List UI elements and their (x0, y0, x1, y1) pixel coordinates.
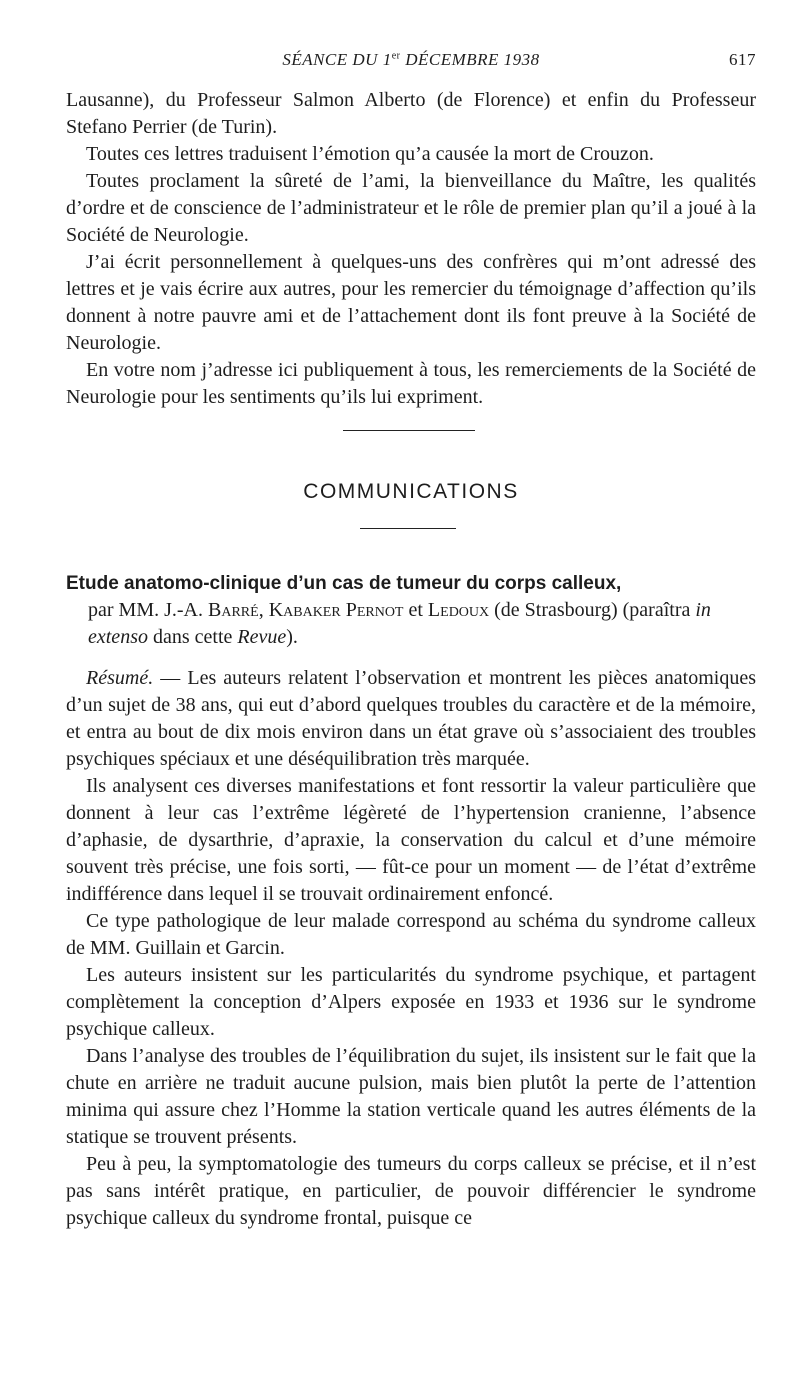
article (66, 570, 756, 1232)
article-paragraph-1: Ils analysent ces diverses manifestations et font ressortir la valeur particulière que donnent à leur cas l’extrême légèreté de l’hypertension cranienne, l’absence d’aphasie, de dysarthrie, d’apraxie, la conservation du calcul et d’une mémoire souvent très précise, une fois sorti, — fût-ce pour un moment — de l’état d’extrême indifférence dans lequel il se trouvait ordinairement enfoncé. (66, 775, 756, 905)
author-kabaker-pernot: Kabaker Pernot (268, 599, 404, 621)
article-paragraph-2: Ce type pathologique de leur malade correspond au schéma du syndrome calleux de MM. Guillain et Garcin. (66, 910, 756, 959)
running-head (66, 50, 756, 72)
article-title: Etude anatomo-clinique d’un cas de tumeur du corps calleux, (66, 573, 622, 594)
byline-sep: , (258, 599, 269, 621)
byline-sep: et (403, 599, 428, 621)
author-ledoux: Ledoux (427, 599, 490, 621)
author-barre: J.-A. Barré (164, 599, 259, 621)
intro-paragraph-5: En votre nom j’adresse ici publiquement à tous, les remerciements de la Société de Neurologie pour les sentiments qu’ils lui expriment. (66, 359, 756, 408)
section-divider-top (343, 430, 475, 431)
section-title: COMMUNICATIONS (303, 480, 519, 503)
resume-text: — Les auteurs relatent l’observation et montrent les pièces anatomiques d’un sujet de 38 ans, qui eut d’abord quelques troubles du caractère et de la mémoire, et entra au bout de dix mois environ dans un état grave où s’associaient des troubles psychiques spéciaux et une déséquilibration très marquée. (66, 667, 756, 770)
byline-journal: Revue (237, 626, 287, 648)
byline-end: ). (286, 626, 298, 648)
intro-paragraph-2: Toutes ces lettres traduisent l’émotion qu’a causée la mort de Crouzon. (86, 143, 654, 165)
intro-paragraph-4: J’ai écrit personnellement à quelques-uns des confrères qui m’ont adressé des lettres et je vais écrire aux autres, pour les remercier du témoignage d’affection qu’ils donnent à notre pauvre ami et de l’attachement dont ils font preuve à la Société de Neurologie. (66, 251, 756, 354)
byline-place: (de Strasbourg) (paraîtra (489, 599, 696, 621)
page-number: 617 (729, 50, 756, 69)
running-head-title-text: SÉANCE DU 1 (282, 50, 392, 69)
intro-paragraph-3: Toutes proclament la sûreté de l’ami, la bienveillance du Maître, les qualités d’ordre et de conscience de l’administrateur et le rôle de premier plan qu’il a joué à la Société de Neurologie. (66, 170, 756, 246)
intro-paragraph-1: Lausanne), du Professeur Salmon Alberto (de Florence) et enfin du Professeur Stefano Perrier (de Turin). (66, 89, 756, 138)
article-byline (66, 597, 756, 651)
section-divider-bottom (360, 528, 456, 529)
resume-label: Résumé. (86, 667, 154, 689)
article-paragraph-5: Peu à peu, la symptomatologie des tumeurs du corps calleux se précise, et il n’est pas sans intérêt pratique, en particulier, de pouvoir différencier le syndrome psychique calleux du syndrome frontal, puisque ce (66, 1153, 756, 1229)
byline-middle: dans cette (147, 626, 238, 648)
running-head-title-sup: er (391, 50, 401, 62)
byline-in-extenso: in extenso (88, 599, 711, 648)
intro-text (66, 87, 756, 411)
article-paragraph-4: Dans l’analyse des troubles de l’équilibration du sujet, ils insistent sur le fait que la chute en arrière ne traduit aucune pulsion, mais bien plutôt la perte de l’attention minima qui assure chez l’Homme la station verticale quand les autres éléments de la statique se trouvent présents. (66, 1045, 756, 1148)
resume-paragraph (66, 665, 756, 773)
running-head-title-date: DÉCEMBRE 1938 (400, 50, 540, 69)
running-head-title (66, 50, 756, 70)
article-paragraph-3: Les auteurs insistent sur les particularités du syndrome psychique, et partagent complètement la conception d’Alpers exposée en 1933 et 1936 sur le syndrome psychique calleux. (66, 964, 756, 1040)
byline-prefix: par MM. (88, 599, 165, 621)
